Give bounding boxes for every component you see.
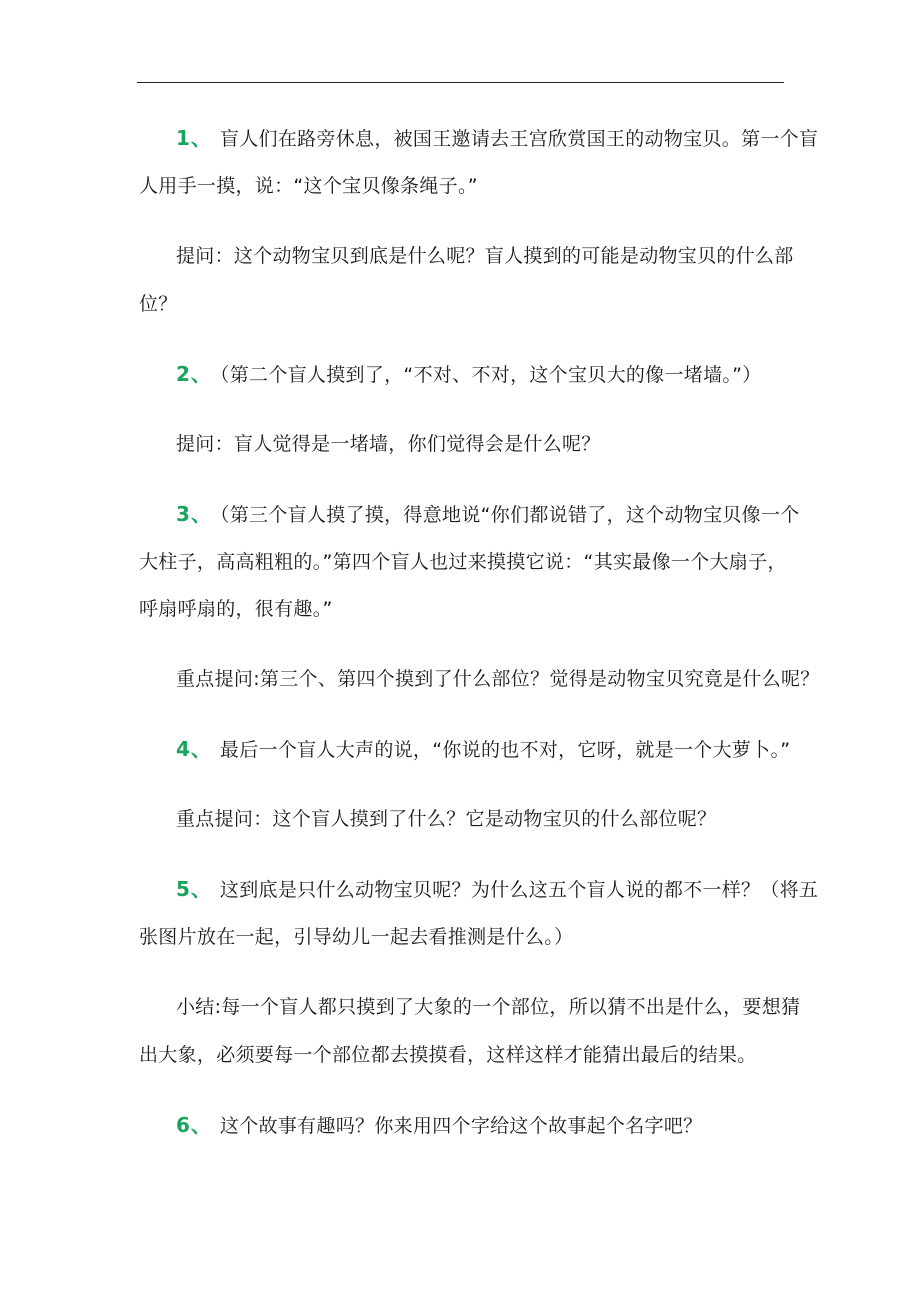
item-3-line-3: 呼扇呼扇的，很有趣。” — [139, 598, 333, 620]
item-4-line-1 — [176, 737, 790, 762]
item-5-number: 5、 — [176, 877, 212, 901]
item-1-line-2: 人用手一摸，说：“这个宝贝像条绳子。” — [139, 175, 478, 197]
question-3: 重点提问:第三个、第四个摸到了什么部位？觉得是动物宝贝究竟是什么呢？ — [176, 668, 820, 690]
item-5-line-2: 张图片放在一起，引导幼儿一起去看推测是什么。） — [139, 926, 574, 948]
item-6-number: 6、 — [176, 1113, 212, 1137]
item-2-text: （第二个盲人摸到了，“不对、不对，这个宝贝大的像一堵墙。”） — [219, 364, 762, 386]
item-4-number: 4、 — [176, 737, 212, 761]
question-1-line-2: 位？ — [139, 293, 178, 315]
item-4-text: 最后一个盲人大声的说，“你说的也不对，它呀，就是一个大萝卜。” — [219, 739, 791, 761]
summary-line-2: 出大象，必须要每一个部位都去摸摸看，这样这样才能猜出最后的结果。 — [139, 1044, 757, 1066]
item-5-line-1 — [176, 877, 818, 902]
item-2-number: 2、 — [176, 362, 212, 386]
item-3-line-1 — [176, 502, 800, 527]
item-3-line-2: 大柱子，高高粗粗的。”第四个盲人也过来摸摸它说：“其实最像一个大扇子， — [139, 551, 787, 573]
item-6-line-1 — [176, 1113, 702, 1138]
item-6-text: 这个故事有趣吗？你来用四个字给这个故事起个名字吧？ — [219, 1115, 703, 1137]
item-2-line-1 — [176, 362, 762, 387]
item-1-line-1 — [176, 126, 818, 151]
item-5-text: 这到底是只什么动物宝贝呢？为什么这五个盲人说的都不一样？（将五 — [219, 879, 819, 901]
question-4: 重点提问：这个盲人摸到了什么？它是动物宝贝的什么部位呢？ — [176, 808, 717, 830]
summary-line-1: 小结:每一个盲人都只摸到了大象的一个部位，所以猜不出是什么，要想猜 — [176, 996, 801, 1018]
header-rule — [137, 82, 784, 83]
question-2: 提问：盲人觉得是一堵墙，你们觉得会是什么呢？ — [176, 433, 601, 455]
item-1-number: 1、 — [176, 126, 212, 150]
item-3-number: 3、 — [176, 502, 212, 526]
question-1-line-1: 提问：这个动物宝贝到底是什么呢？盲人摸到的可能是动物宝贝的什么部 — [176, 245, 794, 267]
item-3-text: （第三个盲人摸了摸，得意地说“你们都说错了，这个动物宝贝像一个 — [219, 504, 800, 526]
item-1-text: 盲人们在路旁休息，被国王邀请去王宫欣赏国王的动物宝贝。第一个盲 — [219, 128, 819, 150]
